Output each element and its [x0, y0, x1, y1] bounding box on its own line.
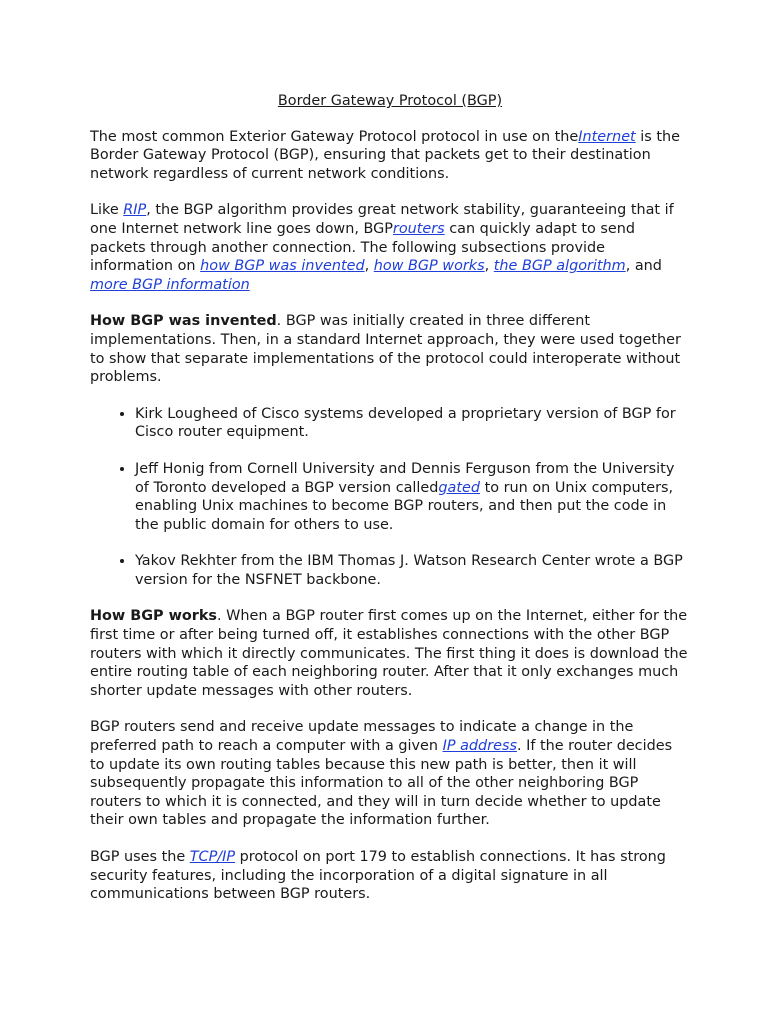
document-page: [90, 92, 690, 922]
overview-text-3: can quickly adapt to send packets through another connection. The following subsections provide information on: [90, 220, 636, 275]
more-bgp-information-link[interactable]: more BGP information: [90, 276, 250, 293]
update-text-2: . If the router decides to update its own routing tables because this new path is better, then it will subsequently propagate this information to all of the other neighboring BGP routers to which it is connected, and they will in turn decide whether to update their own tables and propagate the information further.: [90, 738, 673, 829]
implementations-list: [90, 405, 690, 590]
list-item: [135, 405, 690, 442]
bgp-algorithm-link[interactable]: the BGP algorithm: [493, 258, 626, 275]
ip-address-link[interactable]: IP address: [442, 738, 517, 755]
tcpip-text-2: protocol on port 179 to establish connections. It has strong security features, including the incorporation of a digital signature in all communications between BGP routers.: [90, 849, 666, 903]
update-text-1: BGP routers send and receive update messages to indicate a change in the preferred path to reach a computer with a given: [90, 719, 634, 755]
overview-text-4: ,: [364, 258, 374, 275]
list-item-text: Jeff Honig from Cornell University and Dennis Ferguson from the University of Toronto developed a BGP version called: [135, 460, 675, 496]
works-paragraph: [90, 607, 690, 700]
document-title: Border Gateway Protocol (BGP): [277, 93, 503, 109]
update-messages-paragraph: [90, 718, 690, 830]
list-item-text: to run on Unix computers, enabling Unix machines to become BGP routers, and then put the code in the public domain for others to use.: [135, 479, 674, 533]
overview-text-1: Like: [90, 202, 124, 219]
list-item: [135, 460, 690, 534]
invented-text: . BGP was initially created in three different implementations. Then, in a standard Internet approach, they were used together to show that separate implementations of the protocol could interoperate without problems.: [90, 313, 681, 386]
overview-text-6: , and: [625, 258, 662, 275]
gated-link[interactable]: gated: [438, 479, 481, 496]
intro-paragraph: [90, 128, 690, 184]
intro-text-1: The most common Exterior Gateway Protocol protocol in use on the: [90, 128, 579, 145]
overview-text-5: ,: [484, 258, 494, 275]
internet-link[interactable]: Internet: [578, 128, 636, 145]
list-item-text: Yakov Rekhter from the IBM Thomas J. Watson Research Center wrote a BGP version for the NSFNET backbone.: [135, 553, 683, 588]
how-bgp-invented-link[interactable]: how BGP was invented: [200, 258, 365, 275]
how-bgp-works-link[interactable]: how BGP works: [373, 258, 485, 275]
routers-link[interactable]: routers: [392, 220, 445, 237]
works-heading: How BGP works: [90, 608, 217, 625]
works-text: . When a BGP router first comes up on the Internet, either for the first time or after being turned off, it establishes connections with the other BGP routers with which it directly communicates. The first thing it does is download the entire routing table of each neighboring router. After that it only exchanges much shorter update messages with other routers.: [90, 608, 688, 699]
invented-heading: How BGP was invented: [90, 313, 277, 330]
overview-text-2: , the BGP algorithm provides great network stability, guaranteeing that if one Internet network line goes down, BGP: [90, 202, 674, 237]
invented-paragraph: [90, 312, 690, 386]
rip-link[interactable]: RIP: [123, 202, 147, 219]
tcpip-text-1: BGP uses the: [90, 849, 190, 865]
list-item-text: Kirk Lougheed of Cisco systems developed a proprietary version of BGP for Cisco router equipment.: [135, 405, 676, 441]
tcpip-link[interactable]: TCP/IP: [189, 849, 236, 865]
intro-text-2: is the Border Gateway Protocol (BGP), ensuring that packets get to their destination network regardless of current network conditions.: [90, 128, 680, 182]
list-item: [135, 552, 690, 589]
overview-paragraph: [90, 201, 690, 294]
tcpip-paragraph: [90, 848, 690, 904]
